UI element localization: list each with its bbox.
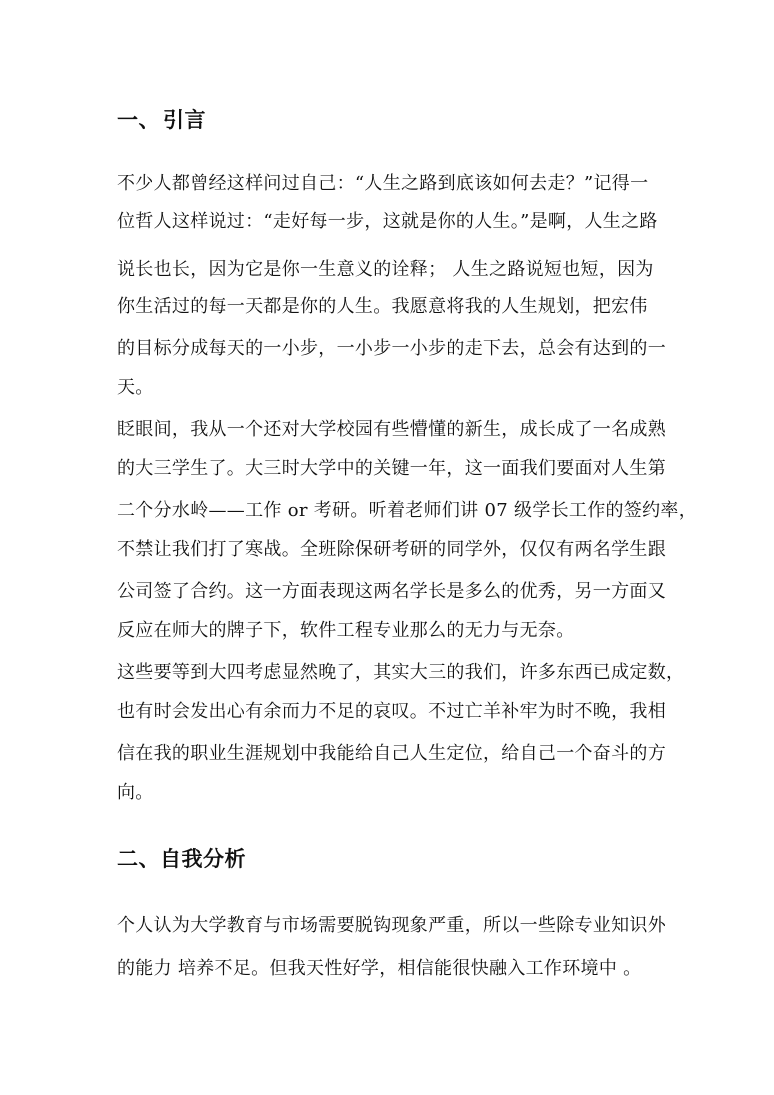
paragraph-line: 说长也长，因为它是你一生意义的诠释； 人生之路说短也短，因为	[117, 259, 654, 280]
section-heading-introduction	[117, 104, 206, 134]
paragraph-line: 反应在师大的牌子下，软件工程专业那么的无力与无奈。	[117, 620, 575, 641]
paragraph-line: 眨眼间，我从一个还对大学校园有些懵懂的新生，成长成了一名成熟	[117, 419, 666, 440]
paragraph-line: 二个分水岭——工作 or 考研。听着老师们讲 07 级学长工作的签约率，	[117, 500, 698, 521]
paragraph-line: 的大三学生了。大三时大学中的关键一年，这一面我们要面对人生第	[117, 458, 666, 479]
paragraph-line: 公司签了合约。这一方面表现这两名学长是多么的优秀，另一方面又	[117, 581, 666, 602]
section-heading-self-analysis: 二、自我分析	[117, 846, 246, 871]
paragraph-line: 也有时会发出心有余而力不足的哀叹。不过亡羊补牢为时不晚，我相	[117, 701, 666, 722]
section-number: 一、	[117, 107, 160, 132]
paragraph-line: 个人认为大学教育与市场需要脱钩现象严重，所以一些除专业知识外	[117, 915, 666, 936]
paragraph-line: 的能力 培养不足。但我天性好学，相信能很快融入工作环境中 。	[117, 958, 642, 979]
section-title: 引言	[163, 107, 206, 132]
paragraph-line: 你生活过的每一天都是你的人生。我愿意将我的人生规划，把宏伟	[117, 296, 648, 317]
paragraph-line: 天。	[117, 377, 154, 398]
paragraph-line: 的目标分成每天的一小步，一小步一小步的走下去，总会有达到的一	[117, 338, 666, 359]
paragraph-line: 不禁让我们打了寒战。全班除保研考研的同学外，仅仅有两名学生跟	[117, 539, 666, 560]
paragraph-line: 信在我的职业生涯规划中我能给自己人生定位，给自己一个奋斗的方	[117, 743, 666, 764]
paragraph-line: 位哲人这样说过：“走好每一步，这就是你的人生。”是啊，人生之路	[117, 211, 658, 232]
paragraph-line: 向。	[117, 782, 154, 803]
paragraph-line: 这些要等到大四考虑显然晚了，其实大三的我们，许多东西已成定数，	[117, 662, 685, 683]
paragraph-line: 不少人都曾经这样问过自己：“人生之路到底该如何去走？”记得一	[117, 173, 649, 194]
